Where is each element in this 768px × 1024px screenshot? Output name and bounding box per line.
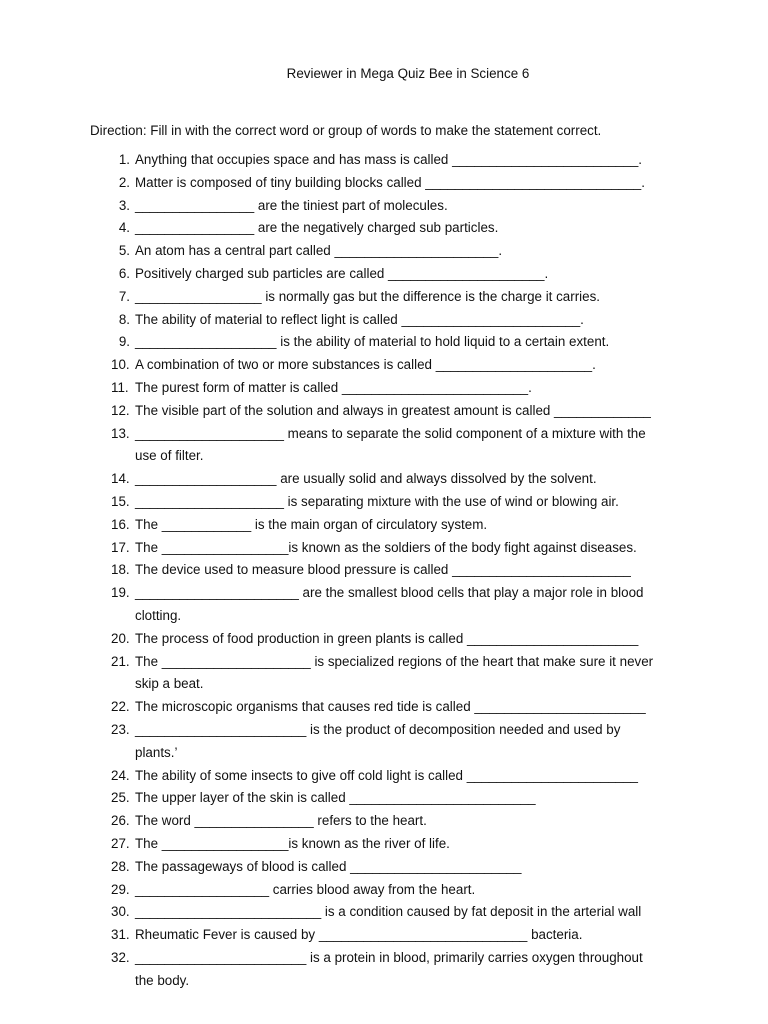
question-text: Matter is composed of tiny building blocks called _____________________________. [135, 174, 645, 190]
question-number: 13. [111, 425, 130, 441]
page-title: Reviewer in Mega Quiz Bee in Science 6 [286, 66, 530, 81]
question-number: 23. [111, 721, 130, 737]
question-number: 32. [111, 949, 130, 965]
question-number: 7. [118, 288, 130, 304]
question-number: 15. [111, 493, 130, 509]
question-number: 3. [118, 197, 130, 213]
question-text: The upper layer of the skin is called _________________________ [135, 790, 536, 806]
question-text: Rheumatic Fever is caused by ____________________________ bacteria. [135, 927, 583, 943]
question-text: _______________________ is a protein in blood, primarily carries oxygen throughout [135, 949, 643, 965]
question-text: _________________ is normally gas but the difference is the charge it carries. [135, 288, 601, 304]
question-text: ___________________ are usually solid and always dissolved by the solvent. [135, 471, 597, 487]
question-number: 11. [111, 379, 129, 395]
question-number: 1. [118, 152, 130, 167]
question-number: 29. [111, 881, 130, 897]
question-text: skip a beat. [135, 676, 204, 692]
question-text: The word ________________ refers to the heart. [135, 813, 427, 829]
question-number: 28. [111, 858, 130, 874]
question-text: ___________________ is the ability of material to hold liquid to a certain extent. [135, 334, 610, 350]
question-text: The ____________________ is specialized regions of the heart that make sure it never [135, 653, 654, 669]
question-number: 12. [111, 402, 130, 418]
direction-text: Direction: Fill in with the correct word or group of words to make the statement correct. [90, 123, 602, 138]
question-number: 14. [111, 471, 130, 487]
question-text: The ability of material to reflect light is called ________________________. [135, 311, 584, 327]
question-text: The _________________is known as the soldiers of the body fight against diseases. [135, 539, 637, 555]
question-number: 26. [111, 813, 130, 829]
question-text: The visible part of the solution and always in greatest amount is called _____________ [135, 402, 651, 418]
question-number: 6. [118, 265, 130, 281]
question-text: A combination of two or more substances is called _____________________. [135, 357, 596, 373]
question-number: 19. [111, 585, 130, 601]
question-text: ____________________ is separating mixture with the use of wind or blowing air. [135, 493, 619, 509]
question-number: 4. [118, 220, 130, 236]
question-text: An atom has a central part called ______________________. [135, 243, 503, 259]
question-number: 25. [111, 790, 130, 806]
question-text: The ability of some insects to give off cold light is called _______________________ [135, 767, 638, 783]
question-number: 30. [111, 904, 130, 920]
question-number: 31. [111, 927, 130, 943]
question-text: The device used to measure blood pressure is called ________________________ [135, 562, 631, 578]
question-text: Positively charged sub particles are called _____________________. [135, 265, 549, 281]
question-number: 16. [111, 516, 130, 532]
question-number: 17. [111, 539, 130, 555]
question-text: ______________________ are the smallest blood cells that play a major role in blood [135, 585, 644, 601]
question-text: __________________ carries blood away from the heart. [135, 881, 476, 897]
question-text: plants.’ [135, 744, 178, 760]
question-text: The ____________ is the main organ of circulatory system. [135, 516, 488, 532]
question-number: 21. [111, 653, 130, 669]
question-number: 10. [111, 357, 130, 373]
question-text: The purest form of matter is called _________________________. [135, 379, 532, 395]
question-number: 18. [111, 562, 130, 578]
question-text: _______________________ is the product of decomposition needed and used by [135, 721, 621, 737]
question-text: ____________________ means to separate the solid component of a mixture with the [135, 425, 646, 441]
question-number: 9. [118, 334, 130, 350]
question-text: Anything that occupies space and has mass is called _________________________. [135, 152, 642, 167]
question-text: clotting. [135, 607, 182, 623]
question-text: use of filter. [135, 448, 204, 464]
question-number: 5. [118, 243, 130, 259]
question-text: The passageways of blood is called _______________________ [135, 858, 522, 874]
question-text: The microscopic organisms that causes red tide is called _______________________ [135, 699, 646, 715]
question-text: _________________________ is a condition caused by fat deposit in the arterial wall [135, 904, 642, 920]
question-text: ________________ are the negatively charged sub particles. [135, 220, 499, 236]
question-text: ________________ are the tiniest part of molecules. [135, 197, 448, 213]
question-number: 22. [111, 699, 130, 715]
question-text: the body. [135, 972, 190, 988]
question-text: The process of food production in green plants is called _______________________ [135, 630, 639, 646]
question-number: 27. [111, 835, 130, 851]
question-number: 2. [118, 174, 130, 190]
question-number: 24. [111, 767, 130, 783]
question-text: The _________________is known as the river of life. [135, 835, 450, 851]
question-number: 8. [118, 311, 130, 327]
question-number: 20. [111, 630, 130, 646]
